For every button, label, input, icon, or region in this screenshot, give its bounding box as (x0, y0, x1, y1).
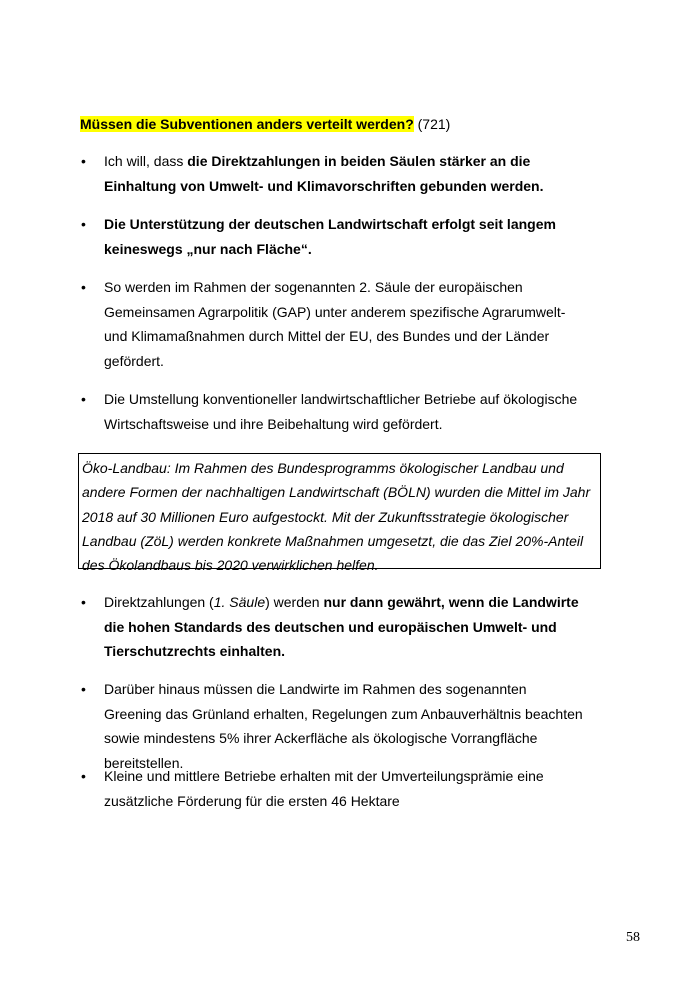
bullet-text: Darüber hinaus müssen die Landwirte im Rahmen des sogenannten Greening das Grünland erhalten, Regelungen zum Anbauverhältnis beachten sowie mindestens 5% ihrer Ackerfläche als ökologische Vorrangfläche bereitstellen. (104, 681, 583, 771)
bullet-bold-text: nur dann gewährt, wenn die Landwirte die hohen Standards des deutschen und europäischen Umwelt- und Tierschutzrechts einhalten. (104, 594, 579, 659)
bullet-text: Kleine und mittlere Betriebe erhalten mit der Umverteilungsprämie eine zusätzliche Förderung für die ersten 46 Hektare (104, 768, 544, 809)
bullet-dot: • (81, 594, 86, 610)
bullet-dot: • (81, 681, 86, 697)
page-number: 58 (626, 930, 640, 945)
list-item (81, 149, 584, 198)
info-box-oeko-landbau: Öko-Landbau: Im Rahmen des Bundesprogramms ökologischer Landbau und andere Formen der nachhaltigen Landwirtschaft (BÖLN) wurden die Mittel im Jahr 2018 auf 30 Millionen Euro aufgestockt. Mit der Zukunftsstrategie ökologischer Landbau (ZöL) werden konkrete Maßnahmen umgesetzt, die das Ziel 20%-Anteil des Ökolandbaus bis 2020 verwirklichen helfen. (78, 453, 601, 569)
list-item (81, 677, 584, 775)
bullet-text: Die Umstellung konventioneller landwirtschaftlicher Betriebe auf ökologische Wirtschaftsweise und ihre Beibehaltung wird gefördert. (104, 391, 578, 432)
bullet-bold-text: Die Unterstützung der deutschen Landwirtschaft erfolgt seit langem keineswegs „nur nach Fläche“. (104, 216, 556, 257)
bullet-dot: • (81, 153, 86, 169)
list-item (81, 590, 584, 664)
heading-reference: (721) (413, 116, 451, 132)
bullet-text: Ich will, dass (104, 153, 188, 169)
bullet-italic-text: 1. Säule (213, 594, 266, 610)
bullet-text-mid: ) werden (265, 594, 324, 610)
bullet-dot: • (81, 391, 86, 407)
bullet-dot: • (81, 279, 86, 295)
bullet-text: Direktzahlungen ( (104, 594, 214, 610)
heading-highlighted: Müssen die Subventionen anders verteilt werden? (80, 116, 414, 132)
bullet-bold-text: die Direktzahlungen in beiden Säulen stärker an die Einhaltung von Umwelt- und Klimavorschriften gebunden werden. (104, 153, 544, 194)
section-heading (80, 114, 450, 134)
bullet-dot: • (81, 768, 86, 784)
list-item (81, 764, 584, 813)
bullet-dot: • (81, 216, 86, 232)
bullet-text: So werden im Rahmen der sogenannten 2. Säule der europäischen Gemeinsamen Agrarpolitik (GAP) unter anderem spezifische Agrarumwelt- und Klimamaßnahmen durch Mittel der EU, des Bundes und der Länder gefördert. (104, 279, 566, 369)
list-item (81, 212, 584, 261)
list-item (81, 387, 584, 436)
list-item (81, 275, 584, 373)
